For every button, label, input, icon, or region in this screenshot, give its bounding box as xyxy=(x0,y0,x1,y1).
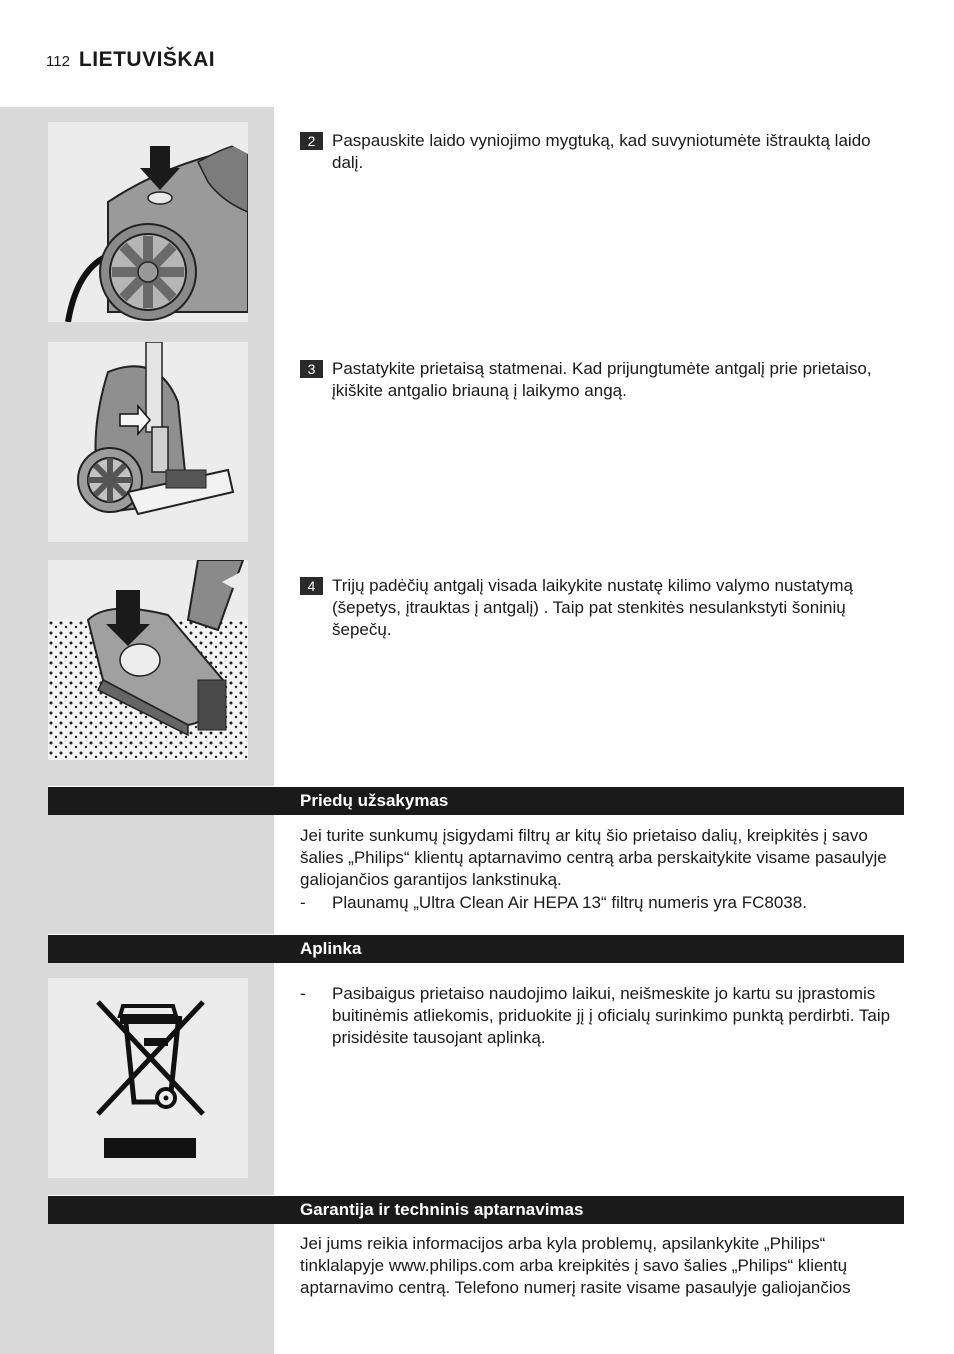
environment-bullet xyxy=(300,983,906,1049)
bullet-text: Pasibaigus prietaiso naudojimo laikui, neišmeskite jo kartu su įprastomis buitinėmis atliekomis, priduokite jį į oficialų surinkimo punktą perdirbti. Taip prisidėsite tausojant aplinką. xyxy=(332,984,891,1047)
step-text: Paspauskite laido vyniojimo mygtuką, kad suvyniotumėte ištrauktą laido dalį. xyxy=(332,131,871,172)
nozzle-carpet-setting-drawing xyxy=(48,560,248,760)
bullet-dash: - xyxy=(300,893,306,912)
step-number: 3 xyxy=(300,360,323,378)
step-3 xyxy=(300,358,906,402)
vacuum-upright-parking-drawing xyxy=(48,342,248,542)
bullet-dash: - xyxy=(300,984,306,1003)
guarantee-paragraph: Jei jums reikia informacijos arba kyla problemų, apsilankykite „Philips“ tinklalapyje www.philips.com arba kreipkitės į savo šalies „Philips“ klientų aptarnavimo centrą. Telefono numerį rasite visame pasaulyje galiojančios xyxy=(300,1234,851,1297)
page-number: 112 xyxy=(46,53,70,70)
accessories-paragraph: Jei turite sunkumų įsigydami filtrų ar kitų šio prietaiso dalių, kreipkitės į savo šalies „Philips“ klientų aptarnavimo centrą arba perskaitykite visame pasaulyje galiojančios garantijos lankstinuką. xyxy=(300,826,887,889)
step-number: 4 xyxy=(300,577,323,595)
section-heading-guarantee xyxy=(48,1195,904,1224)
vacuum-cord-rewind-drawing xyxy=(48,122,248,322)
step-text: Pastatykite prietaisą statmenai. Kad prijungtumėte antgalį prie prietaiso, įkiškite antgalio briauną į laikymo angą. xyxy=(332,359,872,400)
illustration-recycle-bin xyxy=(48,978,248,1178)
section-title: Garantija ir techninis aptarnavimas xyxy=(300,1200,584,1219)
section-title: Aplinka xyxy=(300,939,362,958)
language-title: LIETUVIŠKAI xyxy=(78,48,216,71)
section-heading-accessories xyxy=(48,786,904,815)
illustration-pointer xyxy=(222,980,248,1008)
section-title: Priedų užsakymas xyxy=(300,791,449,810)
step-number: 2 xyxy=(300,132,323,150)
illustration-carpet-nozzle xyxy=(48,560,248,760)
step-2 xyxy=(300,130,906,174)
accessories-bullet xyxy=(300,892,906,914)
step-4 xyxy=(300,575,906,641)
illustration-pointer xyxy=(222,568,248,596)
illustration-pointer xyxy=(222,354,248,382)
illustration-pointer xyxy=(222,126,248,154)
illustration-parking-position xyxy=(48,342,248,542)
step-text: Trijų padėčių antgalį visada laikykite nustatę kilimo valymo nustatymą (šepetys, įtrauktas į antgalį) . Taip pat stenkitės nesulankstyti šoninių šepečų. xyxy=(332,576,853,639)
section-heading-environment xyxy=(48,934,904,963)
illustration-cord-rewind xyxy=(48,122,248,322)
bullet-text: Plaunamų „Ultra Clean Air HEPA 13“ filtrų numeris yra FC8038. xyxy=(332,893,807,912)
crossed-out-bin-icon xyxy=(48,978,248,1178)
page-header xyxy=(46,48,215,72)
